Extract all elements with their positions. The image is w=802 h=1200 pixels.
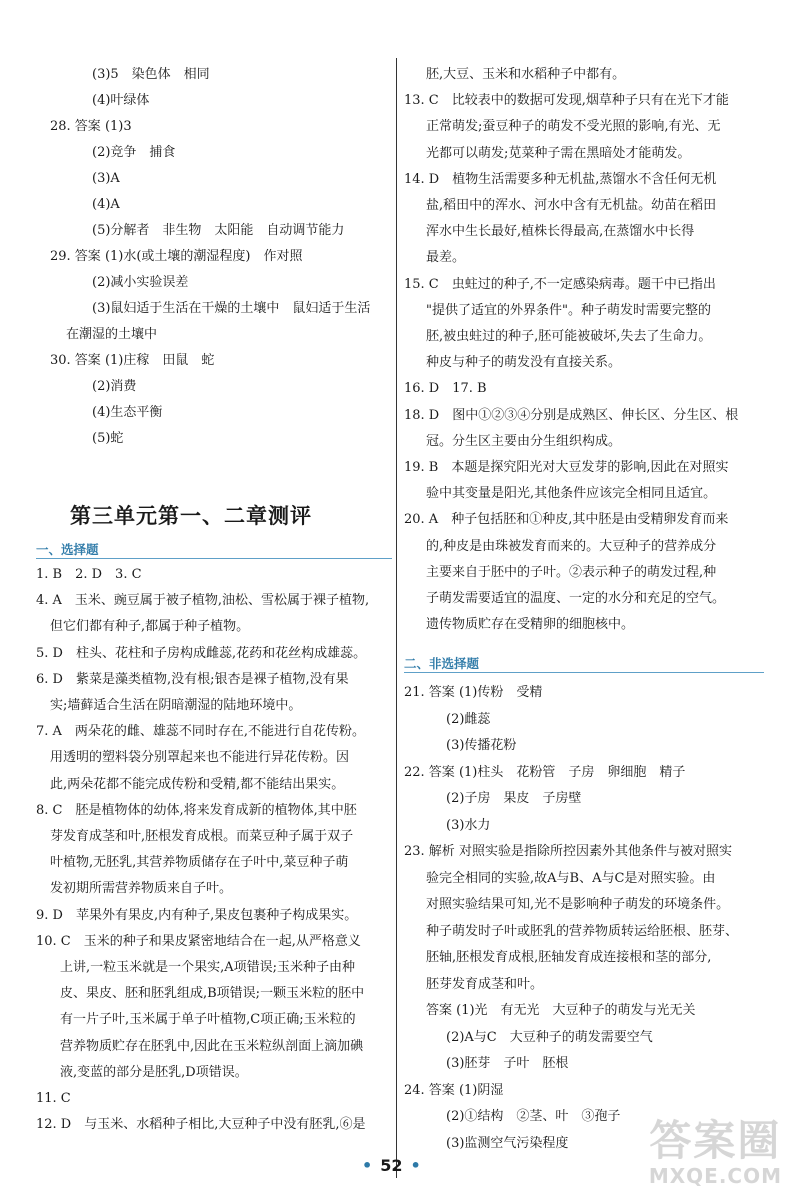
- left-answer-line: 芽发育成茎和叶,胚根发育成根。而菜豆种子属于双子: [50, 829, 354, 844]
- left-answer-line: 12. D 与玉米、水稻种子相比,大豆种子中没有胚乳,⑥是: [36, 1117, 366, 1132]
- left-answer-line: 9. D 苹果外有果皮,内有种子,果皮包裹种子构成果实。: [36, 908, 358, 923]
- right-answer-line: 光都可以萌发;苋菜种子需在黑暗处才能萌发。: [426, 146, 691, 161]
- left-line: 29. 答案 (1)水(或土壤的潮湿程度) 作对照: [50, 249, 303, 264]
- left-line: (4)A: [92, 197, 120, 212]
- left-answer-line: 此,两朵花都不能完成传粉和受精,都不能结出果实。: [50, 777, 345, 792]
- right-answer-line: 15. C 虫蛀过的种子,不一定感染病毒。题干中已指出: [404, 277, 716, 292]
- section-header-choice: 一、选择题: [36, 542, 99, 557]
- left-answer-line: 7. A 两朵花的雌、雄蕊不同时存在,不能进行自花传粉。: [36, 724, 366, 739]
- left-line: (3)5 染色体 相同: [92, 67, 210, 82]
- right-answer-line: 对照实验结果可知,光不是影响种子萌发的环境条件。: [426, 897, 730, 912]
- left-line: (2)消费: [92, 379, 137, 394]
- right-answer-line: 盐,稻田中的浑水、河水中含有无机盐。幼苗在稻田: [426, 198, 717, 213]
- right-answer-line: (3)胚芽 子叶 胚根: [446, 1056, 569, 1071]
- left-line: (4)生态平衡: [92, 405, 163, 420]
- right-answer-line: (2)子房 果皮 子房壁: [446, 791, 582, 806]
- left-answer-line: 实;墙藓适合生活在阴暗潮湿的陆地环境中。: [50, 698, 302, 713]
- right-answer-line: 24. 答案 (1)阴湿: [404, 1083, 504, 1098]
- right-answer-line: 种子萌发时子叶或胚乳的营养物质转运给胚根、胚芽、: [426, 924, 739, 939]
- left-answer-line: 用透明的塑料袋分别罩起来也不能进行异花传粉。因: [50, 750, 350, 765]
- watermark-logo: [649, 1118, 782, 1188]
- left-answer-line: 6. D 紫菜是藻类植物,没有根;银杏是裸子植物,没有果: [36, 672, 349, 687]
- left-answer-line: 营养物质贮存在胚乳中,因此在玉米粒纵剖面上滴加碘: [60, 1039, 364, 1054]
- right-answer-line: 22. 答案 (1)柱头 花粉管 子房 卵细胞 精子: [404, 765, 686, 780]
- left-line: (5)分解者 非生物 太阳能 自动调节能力: [92, 223, 345, 238]
- page-number: [354, 1156, 429, 1175]
- section-rule: [36, 558, 392, 559]
- right-answer-line: 13. C 比较表中的数据可发现,烟草种子只有在光下才能: [404, 93, 729, 108]
- right-answer-line: 冠。分生区主要由分生组织构成。: [426, 434, 622, 449]
- right-answer-line: 正常萌发;蚕豆种子的萌发不受光照的影响,有光、无: [426, 119, 721, 134]
- left-answer-line: 上讲,一粒玉米就是一个果实,A项错误;玉米种子由种: [60, 960, 356, 975]
- left-line: 28. 答案 (1)3: [50, 119, 132, 134]
- right-answer-line: (3)水力: [446, 818, 491, 833]
- left-answer-line: 4. A 玉米、豌豆属于被子植物,油松、雪松属于裸子植物,: [36, 593, 370, 608]
- left-line: (2)减小实验误差: [92, 275, 189, 290]
- right-answer-line: 21. 答案 (1)传粉 受精: [404, 685, 543, 700]
- left-answer-line: 8. C 胚是植物体的幼体,将来发育成新的植物体,其中胚: [36, 803, 357, 818]
- right-answer-line: 主要来自于胚中的子叶。②表示种子的萌发过程,种: [426, 565, 717, 580]
- right-answer-line: 16. D 17. B: [404, 381, 487, 396]
- left-line: 在潮湿的土壤中: [66, 327, 158, 342]
- right-answer-line: (2)①结构 ②茎、叶 ③孢子: [446, 1109, 621, 1124]
- left-answer-line: 5. D 柱头、花柱和子房构成雌蕊,花药和花丝构成雄蕊。: [36, 646, 367, 661]
- left-line: (3)A: [92, 171, 120, 186]
- left-line: (4)叶绿体: [92, 93, 150, 108]
- right-answer-line: 19. B 本题是探究阳光对大豆发芽的影响,因此在对照实: [404, 460, 729, 475]
- right-answer-line: 最差。: [426, 250, 466, 265]
- section-title: 第三单元第一、二章测评: [70, 504, 312, 528]
- right-answer-line: 子萌发需要适宜的温度、一定的水分和充足的空气。: [426, 591, 726, 606]
- left-line: (2)竞争 捕食: [92, 145, 176, 160]
- left-answer-line: 有一片子叶,玉米属于单子叶植物,C项正确;玉米粒的: [60, 1012, 356, 1027]
- section-rule: [404, 672, 764, 673]
- right-answer-line: 种皮与种子的萌发没有直接关系。: [426, 355, 622, 370]
- right-answer-line: 胚,被虫蛀过的种子,胚可能被破坏,失去了生命力。: [426, 329, 712, 344]
- left-answer-line: 1. B 2. D 3. C: [36, 567, 142, 582]
- right-answer-line: 18. D 图中①②③④分别是成熟区、伸长区、分生区、根: [404, 408, 739, 423]
- left-line: (3)鼠妇适于生活在干燥的土壤中 鼠妇适于生活: [92, 301, 371, 316]
- left-answer-line: 液,变蓝的部分是胚乳,D项错误。: [60, 1065, 248, 1080]
- left-answer-line: 皮、果皮、胚和胚乳组成,B项错误;一颗玉米粒的胚中: [60, 986, 365, 1001]
- left-answer-line: 发初期所需营养物质来自子叶。: [50, 881, 233, 896]
- right-answer-line: 胚轴,胚根发育成根,胚轴发育成连接根和茎的部分,: [426, 950, 712, 965]
- right-answer-line: 胚芽发育成茎和叶。: [426, 977, 544, 992]
- left-answer-line: 但它们都有种子,都属于种子植物。: [50, 619, 250, 634]
- left-answer-line: 10. C 玉米的种子和果皮紧密地结合在一起,从严格意义: [36, 934, 361, 949]
- right-answer-line: 浑水中生长最好,植株长得最高,在蒸馏水中长得: [426, 224, 695, 239]
- right-answer-line: "提供了适宜的外界条件"。种子萌发时需要完整的: [426, 303, 711, 318]
- right-answer-line: 20. A 种子包括胚和①种皮,其中胚是由受精卵发育而来: [404, 512, 729, 527]
- right-answer-line: 的,种皮是由珠被发育而来的。大豆种子的营养成分: [426, 539, 717, 554]
- right-answer-line: (3)传播花粉: [446, 738, 517, 753]
- right-answer-line: 胚,大豆、玉米和水稻种子中都有。: [426, 67, 626, 82]
- page-number-value: 52: [380, 1156, 403, 1175]
- right-answer-line: 遗传物质贮存在受精卵的细胞核中。: [426, 617, 635, 632]
- column-divider: [396, 58, 397, 1178]
- right-answer-line: 23. 解析 对照实验是指除所控因素外其他条件与被对照实: [404, 844, 732, 859]
- right-answer-line: 14. D 植物生活需要多种无机盐,蒸馏水不含任何无机: [404, 172, 717, 187]
- right-answer-line: (2)雌蕊: [446, 712, 491, 727]
- watermark-url: MXQE.COM: [648, 1164, 782, 1188]
- section-header-non-choice: 二、非选择题: [404, 656, 480, 671]
- right-answer-line: (3)监测空气污染程度: [446, 1136, 569, 1151]
- right-answer-line: 答案 (1)光 有无光 大豆种子的萌发与光无关: [426, 1003, 696, 1018]
- left-answer-line: 11. C: [36, 1091, 71, 1106]
- left-line: 30. 答案 (1)庄稼 田鼠 蛇: [50, 353, 215, 368]
- watermark-text: 答案圈: [649, 1116, 782, 1165]
- page-dot: •: [362, 1156, 373, 1175]
- left-line: (5)蛇: [92, 431, 124, 446]
- page-dot: •: [410, 1156, 421, 1175]
- right-answer-line: (2)A与C 大豆种子的萌发需要空气: [446, 1030, 653, 1045]
- left-answer-line: 叶植物,无胚乳,其营养物质储存在子叶中,菜豆种子萌: [50, 855, 349, 870]
- right-answer-line: 验完全相同的实验,故A与B、A与C是对照实验。由: [426, 871, 716, 886]
- right-answer-line: 验中其变量是阳光,其他条件应该完全相同且适宜。: [426, 486, 717, 501]
